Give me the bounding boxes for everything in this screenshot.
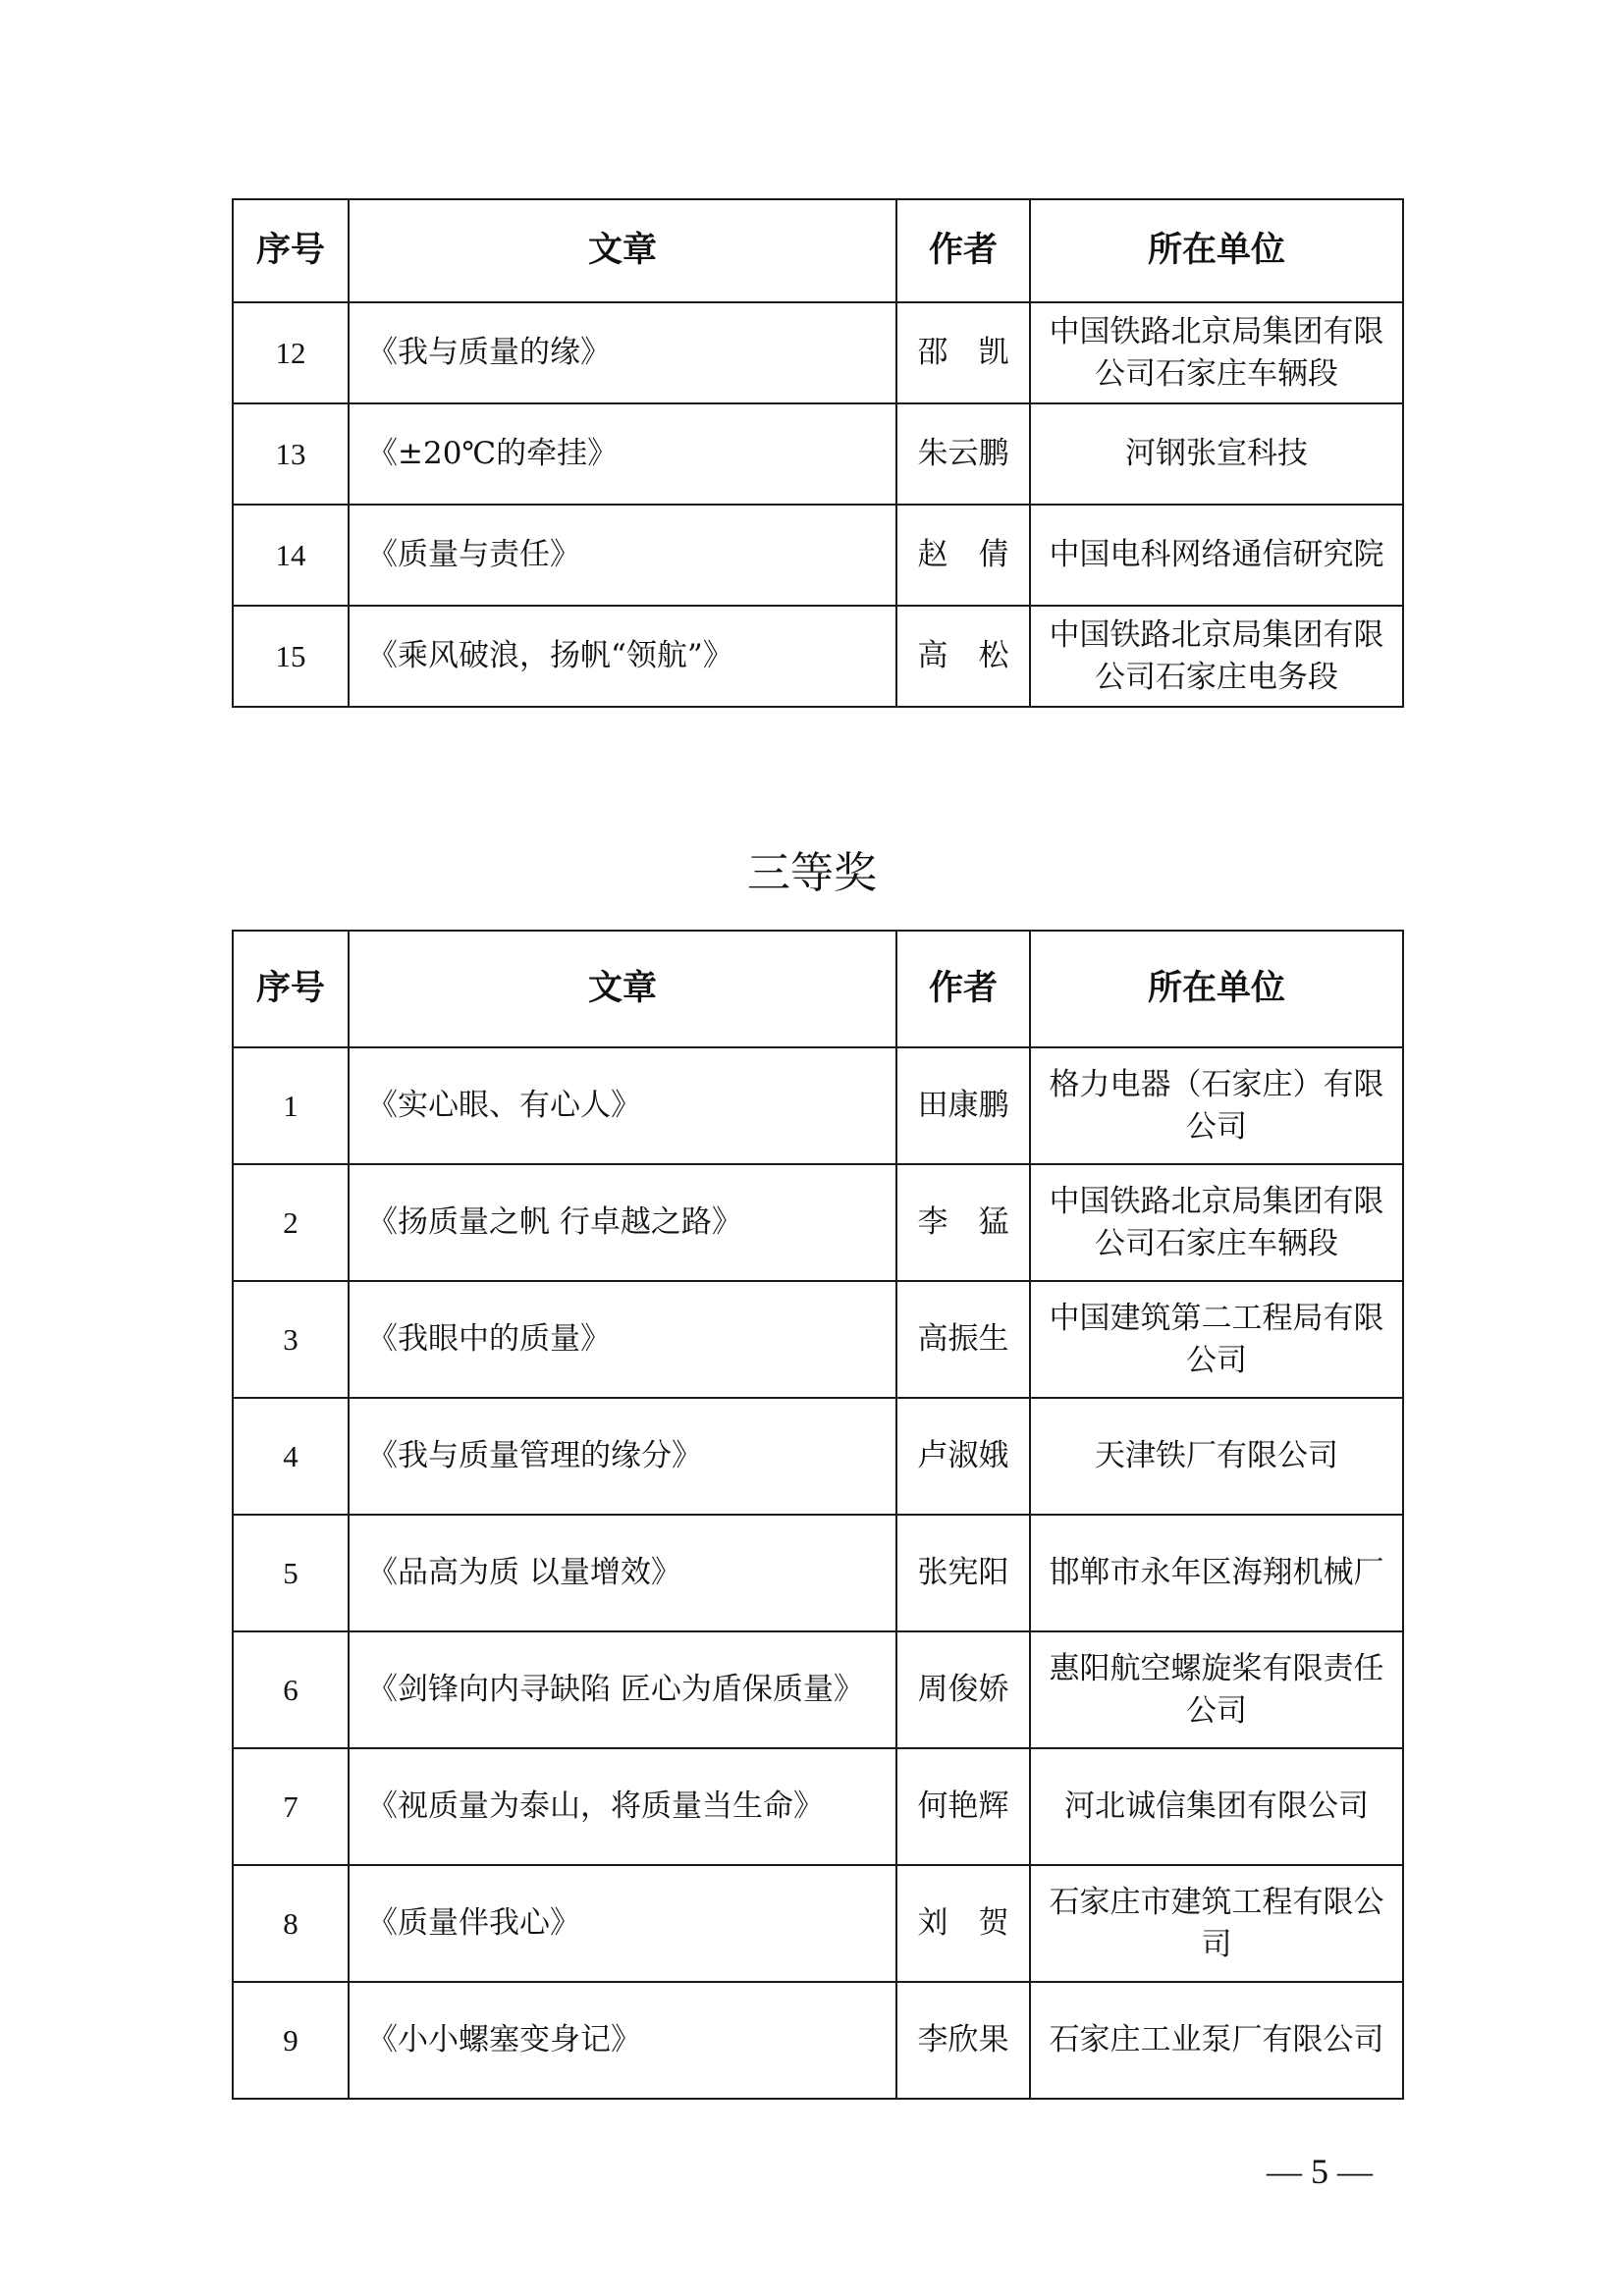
row-no: 13: [233, 403, 349, 505]
row-no: 15: [233, 606, 349, 707]
row-unit: 石家庄市建筑工程有限公司: [1030, 1865, 1403, 1982]
row-unit: 中国电科网络通信研究院: [1030, 505, 1403, 606]
row-unit: 格力电器（石家庄）有限公司: [1030, 1047, 1403, 1164]
row-unit: 惠阳航空螺旋桨有限责任公司: [1030, 1631, 1403, 1748]
header-author: 作者: [896, 931, 1030, 1047]
row-title: 《小小螺塞变身记》: [349, 1982, 896, 2099]
row-author: 朱云鹏: [896, 403, 1030, 505]
table-row: [233, 302, 1403, 403]
row-no: 7: [233, 1748, 349, 1865]
header-no: 序号: [233, 931, 349, 1047]
row-author: 高 松: [896, 606, 1030, 707]
row-title: 《扬质量之帆 行卓越之路》: [349, 1164, 896, 1281]
page-number: — 5 —: [1267, 2152, 1373, 2191]
table-row: [233, 1982, 1403, 2099]
row-author: 何艳辉: [896, 1748, 1030, 1865]
row-no: 4: [233, 1398, 349, 1515]
row-title: 《质量伴我心》: [349, 1865, 896, 1982]
row-no: 5: [233, 1515, 349, 1631]
table-header-row: [233, 931, 1403, 1047]
row-unit: 中国铁路北京局集团有限公司石家庄车辆段: [1030, 1164, 1403, 1281]
row-no: 9: [233, 1982, 349, 2099]
header-article: 文章: [349, 931, 896, 1047]
third-prize-heading: 三等奖: [747, 848, 877, 898]
row-unit: 河钢张宣科技: [1030, 403, 1403, 505]
row-title: 《我与质量管理的缘分》: [349, 1398, 896, 1515]
row-unit: 中国建筑第二工程局有限公司: [1030, 1281, 1403, 1398]
row-unit: 邯郸市永年区海翔机械厂: [1030, 1515, 1403, 1631]
row-no: 1: [233, 1047, 349, 1164]
row-title: 《我眼中的质量》: [349, 1281, 896, 1398]
header-author: 作者: [896, 199, 1030, 302]
row-author: 邵 凯: [896, 302, 1030, 403]
row-title: 《质量与责任》: [349, 505, 896, 606]
row-title: 《±20℃的牵挂》: [349, 403, 896, 505]
row-unit: 中国铁路北京局集团有限公司石家庄车辆段: [1030, 302, 1403, 403]
second-prize-table: [232, 198, 1404, 708]
row-author: 高振生: [896, 1281, 1030, 1398]
row-no: 12: [233, 302, 349, 403]
row-no: 6: [233, 1631, 349, 1748]
table-row: [233, 1281, 1403, 1398]
row-title: 《乘风破浪，扬帆“领航”》: [349, 606, 896, 707]
table-row: [233, 1865, 1403, 1982]
header-article: 文章: [349, 199, 896, 302]
row-unit: 河北诚信集团有限公司: [1030, 1748, 1403, 1865]
row-unit: 石家庄工业泵厂有限公司: [1030, 1982, 1403, 2099]
table-header-row: [233, 199, 1403, 302]
row-author: 周俊娇: [896, 1631, 1030, 1748]
row-author: 田康鹏: [896, 1047, 1030, 1164]
row-title: 《视质量为泰山，将质量当生命》: [349, 1748, 896, 1865]
row-author: 刘 贺: [896, 1865, 1030, 1982]
row-unit: 中国铁路北京局集团有限公司石家庄电务段: [1030, 606, 1403, 707]
table-row: [233, 1748, 1403, 1865]
row-unit: 天津铁厂有限公司: [1030, 1398, 1403, 1515]
header-unit: 所在单位: [1030, 931, 1403, 1047]
table-row: [233, 1047, 1403, 1164]
row-no: 3: [233, 1281, 349, 1398]
row-author: 李 猛: [896, 1164, 1030, 1281]
row-no: 14: [233, 505, 349, 606]
row-title: 《品高为质 以量增效》: [349, 1515, 896, 1631]
header-unit: 所在单位: [1030, 199, 1403, 302]
table-row: [233, 505, 1403, 606]
table-row: [233, 403, 1403, 505]
table-row: [233, 1515, 1403, 1631]
third-prize-table: [232, 930, 1404, 2100]
table-row: [233, 1631, 1403, 1748]
row-title: 《实心眼、有心人》: [349, 1047, 896, 1164]
row-no: 8: [233, 1865, 349, 1982]
row-author: 卢淑娥: [896, 1398, 1030, 1515]
row-author: 张宪阳: [896, 1515, 1030, 1631]
row-author: 李欣果: [896, 1982, 1030, 2099]
table-row: [233, 1398, 1403, 1515]
row-no: 2: [233, 1164, 349, 1281]
row-title: 《剑锋向内寻缺陷 匠心为盾保质量》: [349, 1631, 896, 1748]
header-no: 序号: [233, 199, 349, 302]
table-row: [233, 606, 1403, 707]
row-title: 《我与质量的缘》: [349, 302, 896, 403]
table-row: [233, 1164, 1403, 1281]
row-author: 赵 倩: [896, 505, 1030, 606]
